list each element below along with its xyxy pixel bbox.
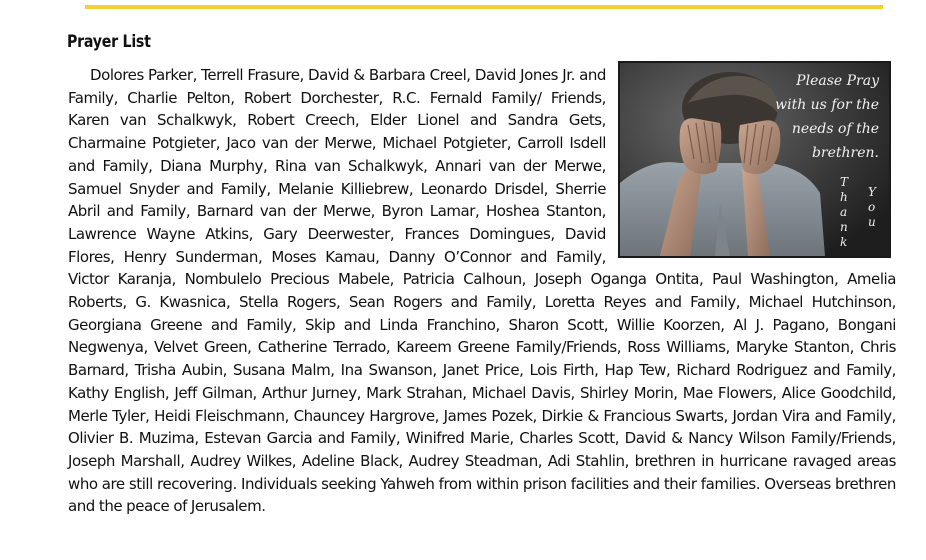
caption-line: with us for the: [775, 97, 879, 113]
header-rule: [85, 5, 883, 9]
vertical-you-text: You: [868, 185, 876, 229]
caption-line: brethren.: [811, 145, 879, 161]
caption-line: Please Pray: [796, 73, 879, 89]
caption-line: needs of the: [791, 121, 879, 137]
vertical-thank-text: Thank: [840, 175, 849, 249]
section-heading: Prayer List: [67, 32, 151, 51]
prayer-list-body: [68, 64, 896, 518]
image-spacer: [606, 64, 896, 264]
prayer-list-paragraph: Dolores Parker, Terrell Frasure, David & Barbara Creel, David Jones Jr. and Family, Charlie Pelton, Robert Dorchester, R.C. Fernald Family/ Friends, Karen van Schalkwyk, Robert Creech, Elder Lionel and Sandra Gets, Charmaine Potgieter, Jaco van der Merwe, Michael Potgieter, Carroll Isdell and Family, Diana Murphy, Rina van Schalkwyk, Annari van der Merwe, Samuel Snyder and Family, Melanie Killiebrew, Leonardo Drisdel, Sherrie Abril and Family, Barnard van der Merwe, Byron Lamar, Hoshea Stanton, Lawrence Wayne Atkins, Gary Deerwester, Frances Domingues, David Flores, Henry Sunderman, Moses Kamau, Danny O’Connor and Family, Victor Karanja, Nombulelo Precious Mabele, Patricia Calhoun, Joseph Oganga Ontita, Paul Washington, Amelia Roberts, G. Kwasnica, Stella Rogers, Sean Rogers and Family, Loretta Reyes and Family, Michael Hutchinson, Georgiana Greene and Family, Skip and Linda Franchino, Sharon Scott, Willie Koorzen, Al J. Pagano, Bongani Negwenya, Velvet Green, Catherine Terrado, Kareem Greene Family/Friends, Ross Williams, Maryke Stanton, Chris Barnard, Trisha Aubin, Susana Malm, Ina Swanson, Janet Price, Lois Firth, Hap Tew, Richard Rodriguez and Family, Kathy English, Jeff Gilman, Arthur Jurney, Mark Strahan, Michael Davis, Shirley Morin, Mae Flowers, Alice Goodchild, Merle Tyler, Heidi Fleischmann, Chauncey Hargrove, James Pozek, Dirkie & Francious Swarts, Jordan Vira and Family, Olivier B. Muzima, Estevan Garcia and Family, Winifred Marie, Charles Scott, David & Nancy Wilson Family/Friends, Joseph Marshall, Audrey Wilkes, Adeline Black, Audrey Steadman, Adi Stahlin, brethren in hurricane ravaged areas who are still recovering. Individuals seeking Yahweh from within prison facilities and their families. Overseas brethren and the peace of Jerusalem.: [68, 66, 896, 516]
